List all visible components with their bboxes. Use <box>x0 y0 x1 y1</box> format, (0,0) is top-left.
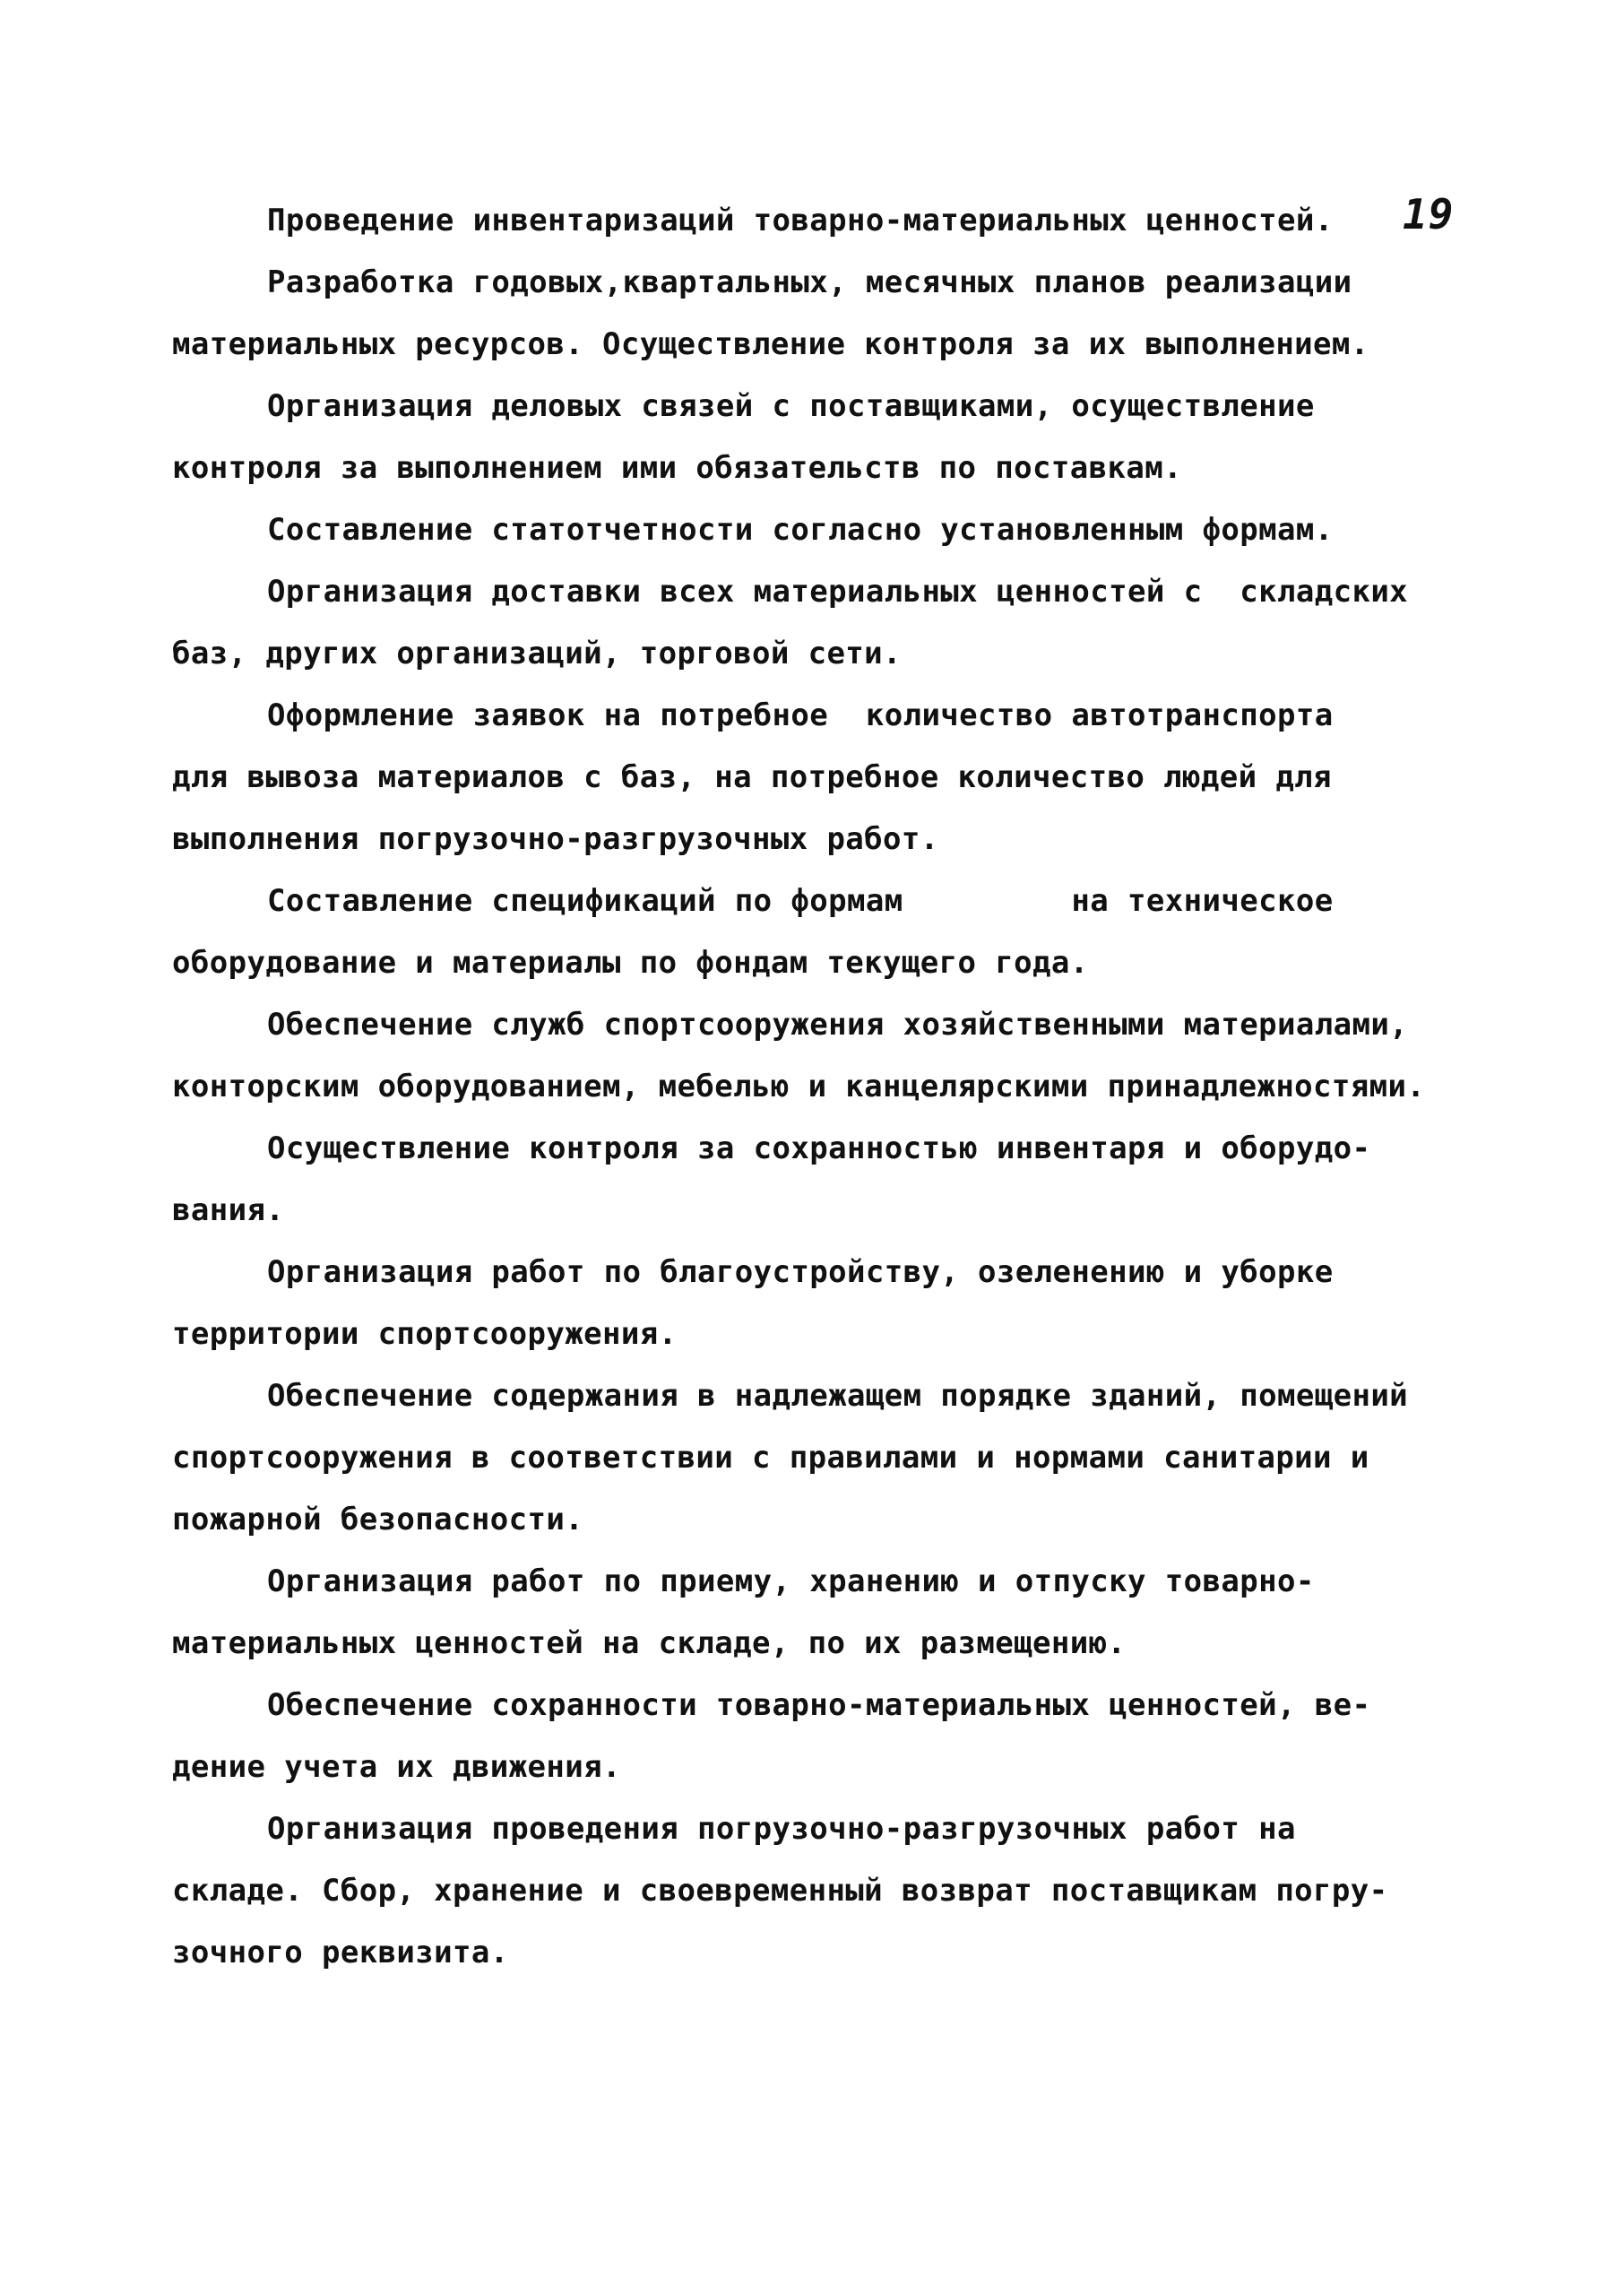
text-line: Осуществление контроля за сохранностью инвентаря и оборудо- <box>267 1130 1371 1166</box>
text-line: зочного реквизита. <box>172 1935 509 1970</box>
document-body <box>172 190 1445 1984</box>
text-line: Разработка годовых,квартальных, месячных планов реализации <box>267 264 1352 300</box>
paragraph <box>172 1242 1445 1365</box>
text-line: Организация деловых связей с поставщиками, осуществление <box>267 388 1315 424</box>
text-line: баз, других организаций, торговой сети. <box>172 636 902 671</box>
text-line: складе. Сбор, хранение и своевременный возврат поставщикам погру- <box>172 1873 1388 1909</box>
text-line: материальных ценностей на складе, по их размещению. <box>172 1625 1127 1661</box>
text-line: Организация работ по приему, хранению и отпуску товарно- <box>267 1563 1315 1599</box>
paragraph <box>172 685 1445 870</box>
paragraph <box>172 1675 1445 1798</box>
text-line: территории спортсооружения. <box>172 1316 678 1352</box>
text-line: пожарной безопасности. <box>172 1502 584 1537</box>
paragraph <box>172 499 1445 561</box>
paragraph <box>172 561 1445 685</box>
text-line: дение учета их движения. <box>172 1749 621 1785</box>
text-line: Проведение инвентаризаций товарно-материальных ценностей. <box>267 203 1334 238</box>
paragraph <box>172 190 1445 252</box>
paragraph <box>172 376 1445 499</box>
paragraph <box>172 1118 1445 1242</box>
paragraph <box>172 1551 1445 1675</box>
text-line: контроля за выполнением ими обязательств по поставкам. <box>172 450 1182 486</box>
text-line: Организация работ по благоустройству, озеленению и уборке <box>267 1254 1334 1290</box>
text-line: оборудование и материалы по фондам текущего года. <box>172 945 1089 981</box>
text-line: Организация проведения погрузочно-разгрузочных работ на <box>267 1811 1296 1847</box>
text-line: Составление спецификаций по формам на техническое <box>267 883 1334 919</box>
text-line: Оформление заявок на потребное количество автотранспорта <box>267 697 1334 733</box>
paragraph <box>172 252 1445 376</box>
text-line: Составление статотчетности согласно установленным формам. <box>267 512 1334 548</box>
paragraph <box>172 870 1445 994</box>
text-line: Организация доставки всех материальных ценностей с складских <box>267 574 1409 610</box>
text-line: материальных ресурсов. Осуществление контроля за их выполнением. <box>172 326 1369 362</box>
text-line: для вывоза материалов с баз, на потребное количество людей для <box>172 759 1332 795</box>
text-line: спортсооружения в соответствии с правилами и нормами санитарии и <box>172 1440 1369 1476</box>
page-number: 19 <box>1403 190 1455 238</box>
text-line: конторским оборудованием, мебелью и канцелярскими принадлежностями. <box>172 1069 1426 1104</box>
paragraph <box>172 1798 1445 1984</box>
paragraph <box>172 1365 1445 1551</box>
text-line: Обеспечение сохранности товарно-материальных ценностей, ве- <box>267 1687 1371 1723</box>
paragraph <box>172 994 1445 1118</box>
text-line: Обеспечение служб спортсооружения хозяйственными материалами, <box>267 1007 1409 1043</box>
text-line: Обеспечение содержания в надлежащем порядке зданий, помещений <box>267 1378 1409 1414</box>
text-line: выполнения погрузочно-разгрузочных работ. <box>172 821 939 857</box>
text-line: вания. <box>172 1192 285 1228</box>
